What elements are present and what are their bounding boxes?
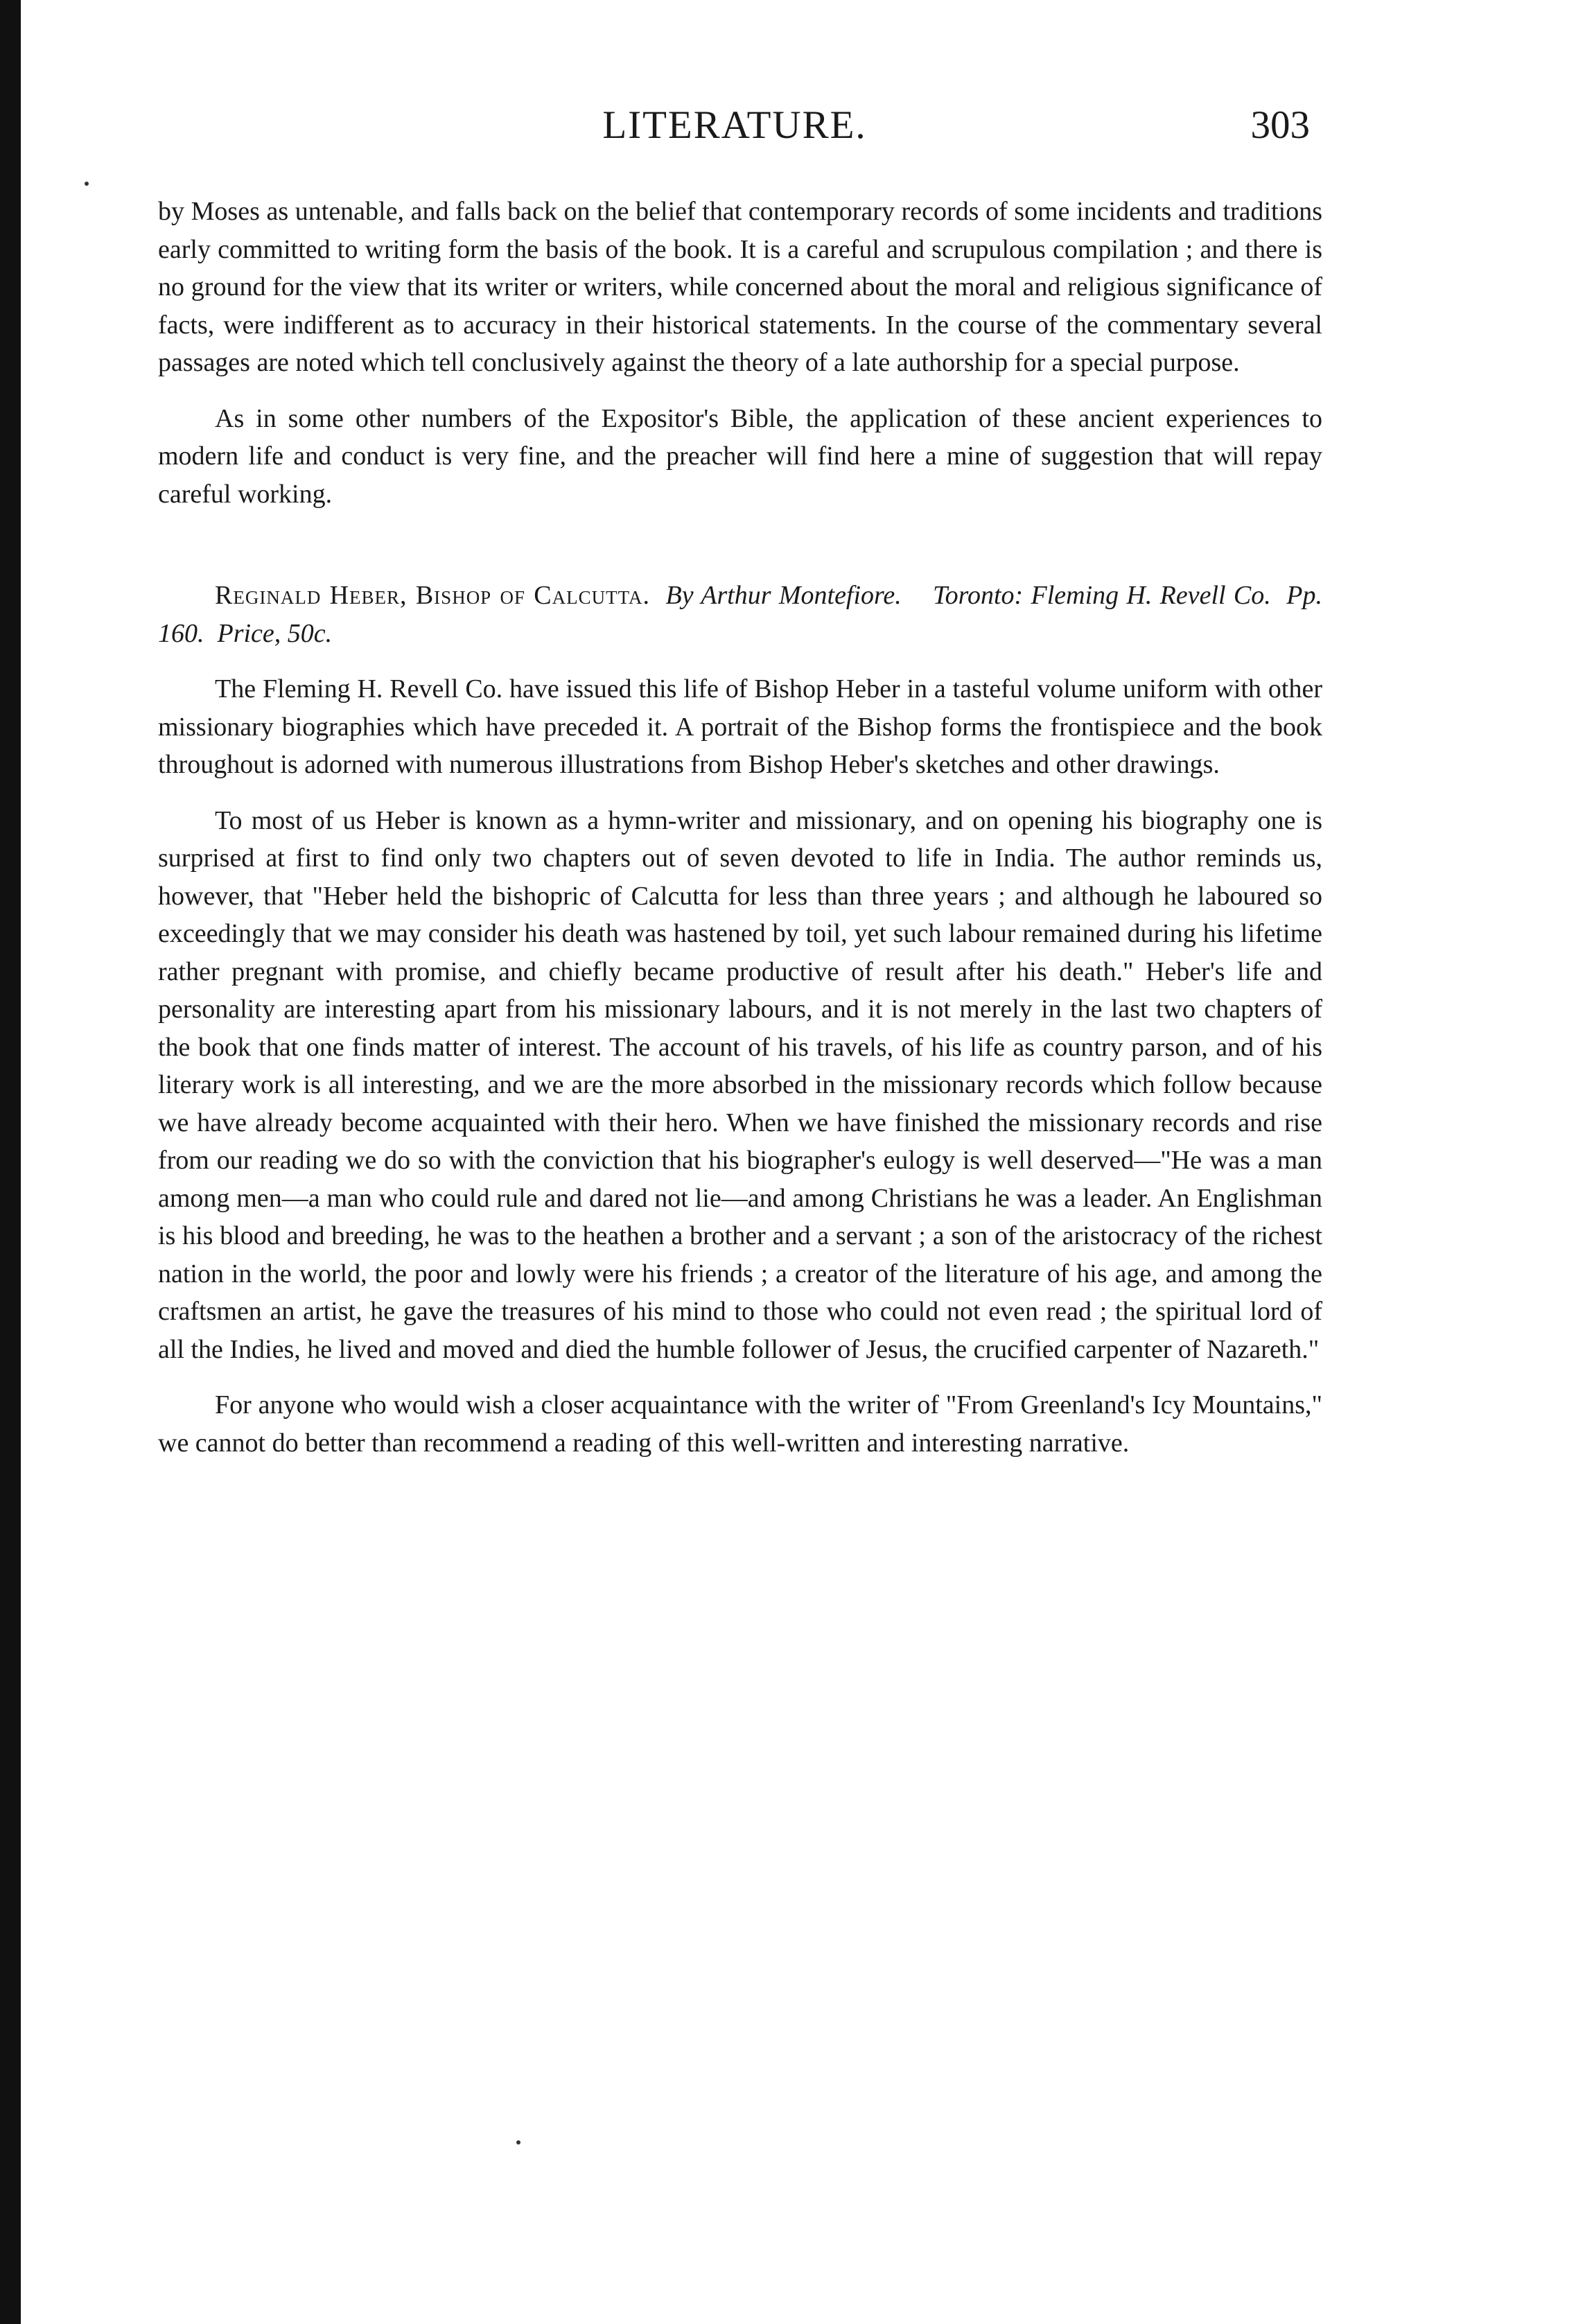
review-paragraph-body: To most of us Heber is known as a hymn-writer and missionary, and on opening his biography one is surprised at first to find only two chapters out of seven devoted to life in India. The author reminds us, however, that "Heber held the bishopric of Calcutta for less than three years ; and although he laboured so exceedingly that we may consider his death was hastened by toil, yet such labour remained during his lifetime rather pregnant with promise, and chiefly became productive of result after his death." Heber's life and personality are interesting apart from his missionary labours, and it is not merely in the last two chapters of the book that one finds matter of interest. The account of his travels, of his life as country parson, and of his literary work is all interesting, and we are the more absorbed in the missionary records which follow because we have already become acquainted with their hero. When we have finished the missionary records and rise from our reading we do so with the conviction that his biographer's eulogy is well deserved—"He was a man among men—a man who could rule and dared not lie—and among Christians he was a leader. An Englishman is his blood and breeding, he was to the heathen a brother and a servant ; a son of the aristocracy of the richest nation in the world, the poor and lowly were his friends ; a creator of the literature of his age, and among the craftsmen an artist, he gave the treasures of his mind to those who could not even read ; the spiritual lord of all the Indies, he lived and moved and died the humble follower of Jesus, the crucified carpenter of Nazareth.": [158, 805, 1322, 1364]
page-body: [158, 193, 1322, 1462]
book-author: By Arthur Montefiore.: [665, 581, 902, 610]
running-title: LITERATURE.: [602, 103, 867, 147]
print-speck: [516, 2140, 520, 2144]
book-price: Price, 50c.: [217, 618, 333, 648]
page-count: Pp. 160.: [158, 581, 1323, 648]
book-title: Reginald Heber, Bishop of Calcutta.: [215, 581, 650, 610]
print-speck: [85, 182, 89, 186]
page-number: 303: [1250, 103, 1310, 147]
page-binding-edge: [0, 0, 21, 2324]
closing-paragraph: As in some other numbers of the Expositor's Bible, the application of these ancient experiences to modern life and conduct is very fine, and the preacher will find here a mine of suggestion that will repay careful working.: [158, 403, 1322, 509]
publication-place: Toronto:: [932, 581, 1024, 610]
review-citation: [158, 577, 1322, 652]
publisher: Fleming H. Revell Co.: [1031, 581, 1271, 610]
continued-paragraph: by Moses as untenable, and falls back on the belief that contemporary records of some incidents and traditions early committed to writing form the basis of the book. It is a careful and scrupulous compilation ; and there is no ground for the view that its writer or writers, while concerned about the moral and religious significance of facts, were indifferent as to accuracy in their historical statements. In the course of the commentary several passages are noted which tell conclusively against the theory of a late authorship for a special purpose.: [158, 197, 1322, 377]
review-paragraph-intro: The Fleming H. Revell Co. have issued this life of Bishop Heber in a tasteful volume uniform with other missionary biographies which have preceded it. A portrait of the Bishop forms the frontispiece and the book throughout is adorned with numerous illustrations from Bishop Heber's sketches and other drawings.: [158, 674, 1322, 779]
page-header: [159, 103, 1310, 158]
review-paragraph-conclusion: For anyone who would wish a closer acquaintance with the writer of "From Greenland's Icy Mountains," we cannot do better than recommend a reading of this well-written and interesting narrative.: [158, 1390, 1322, 1458]
